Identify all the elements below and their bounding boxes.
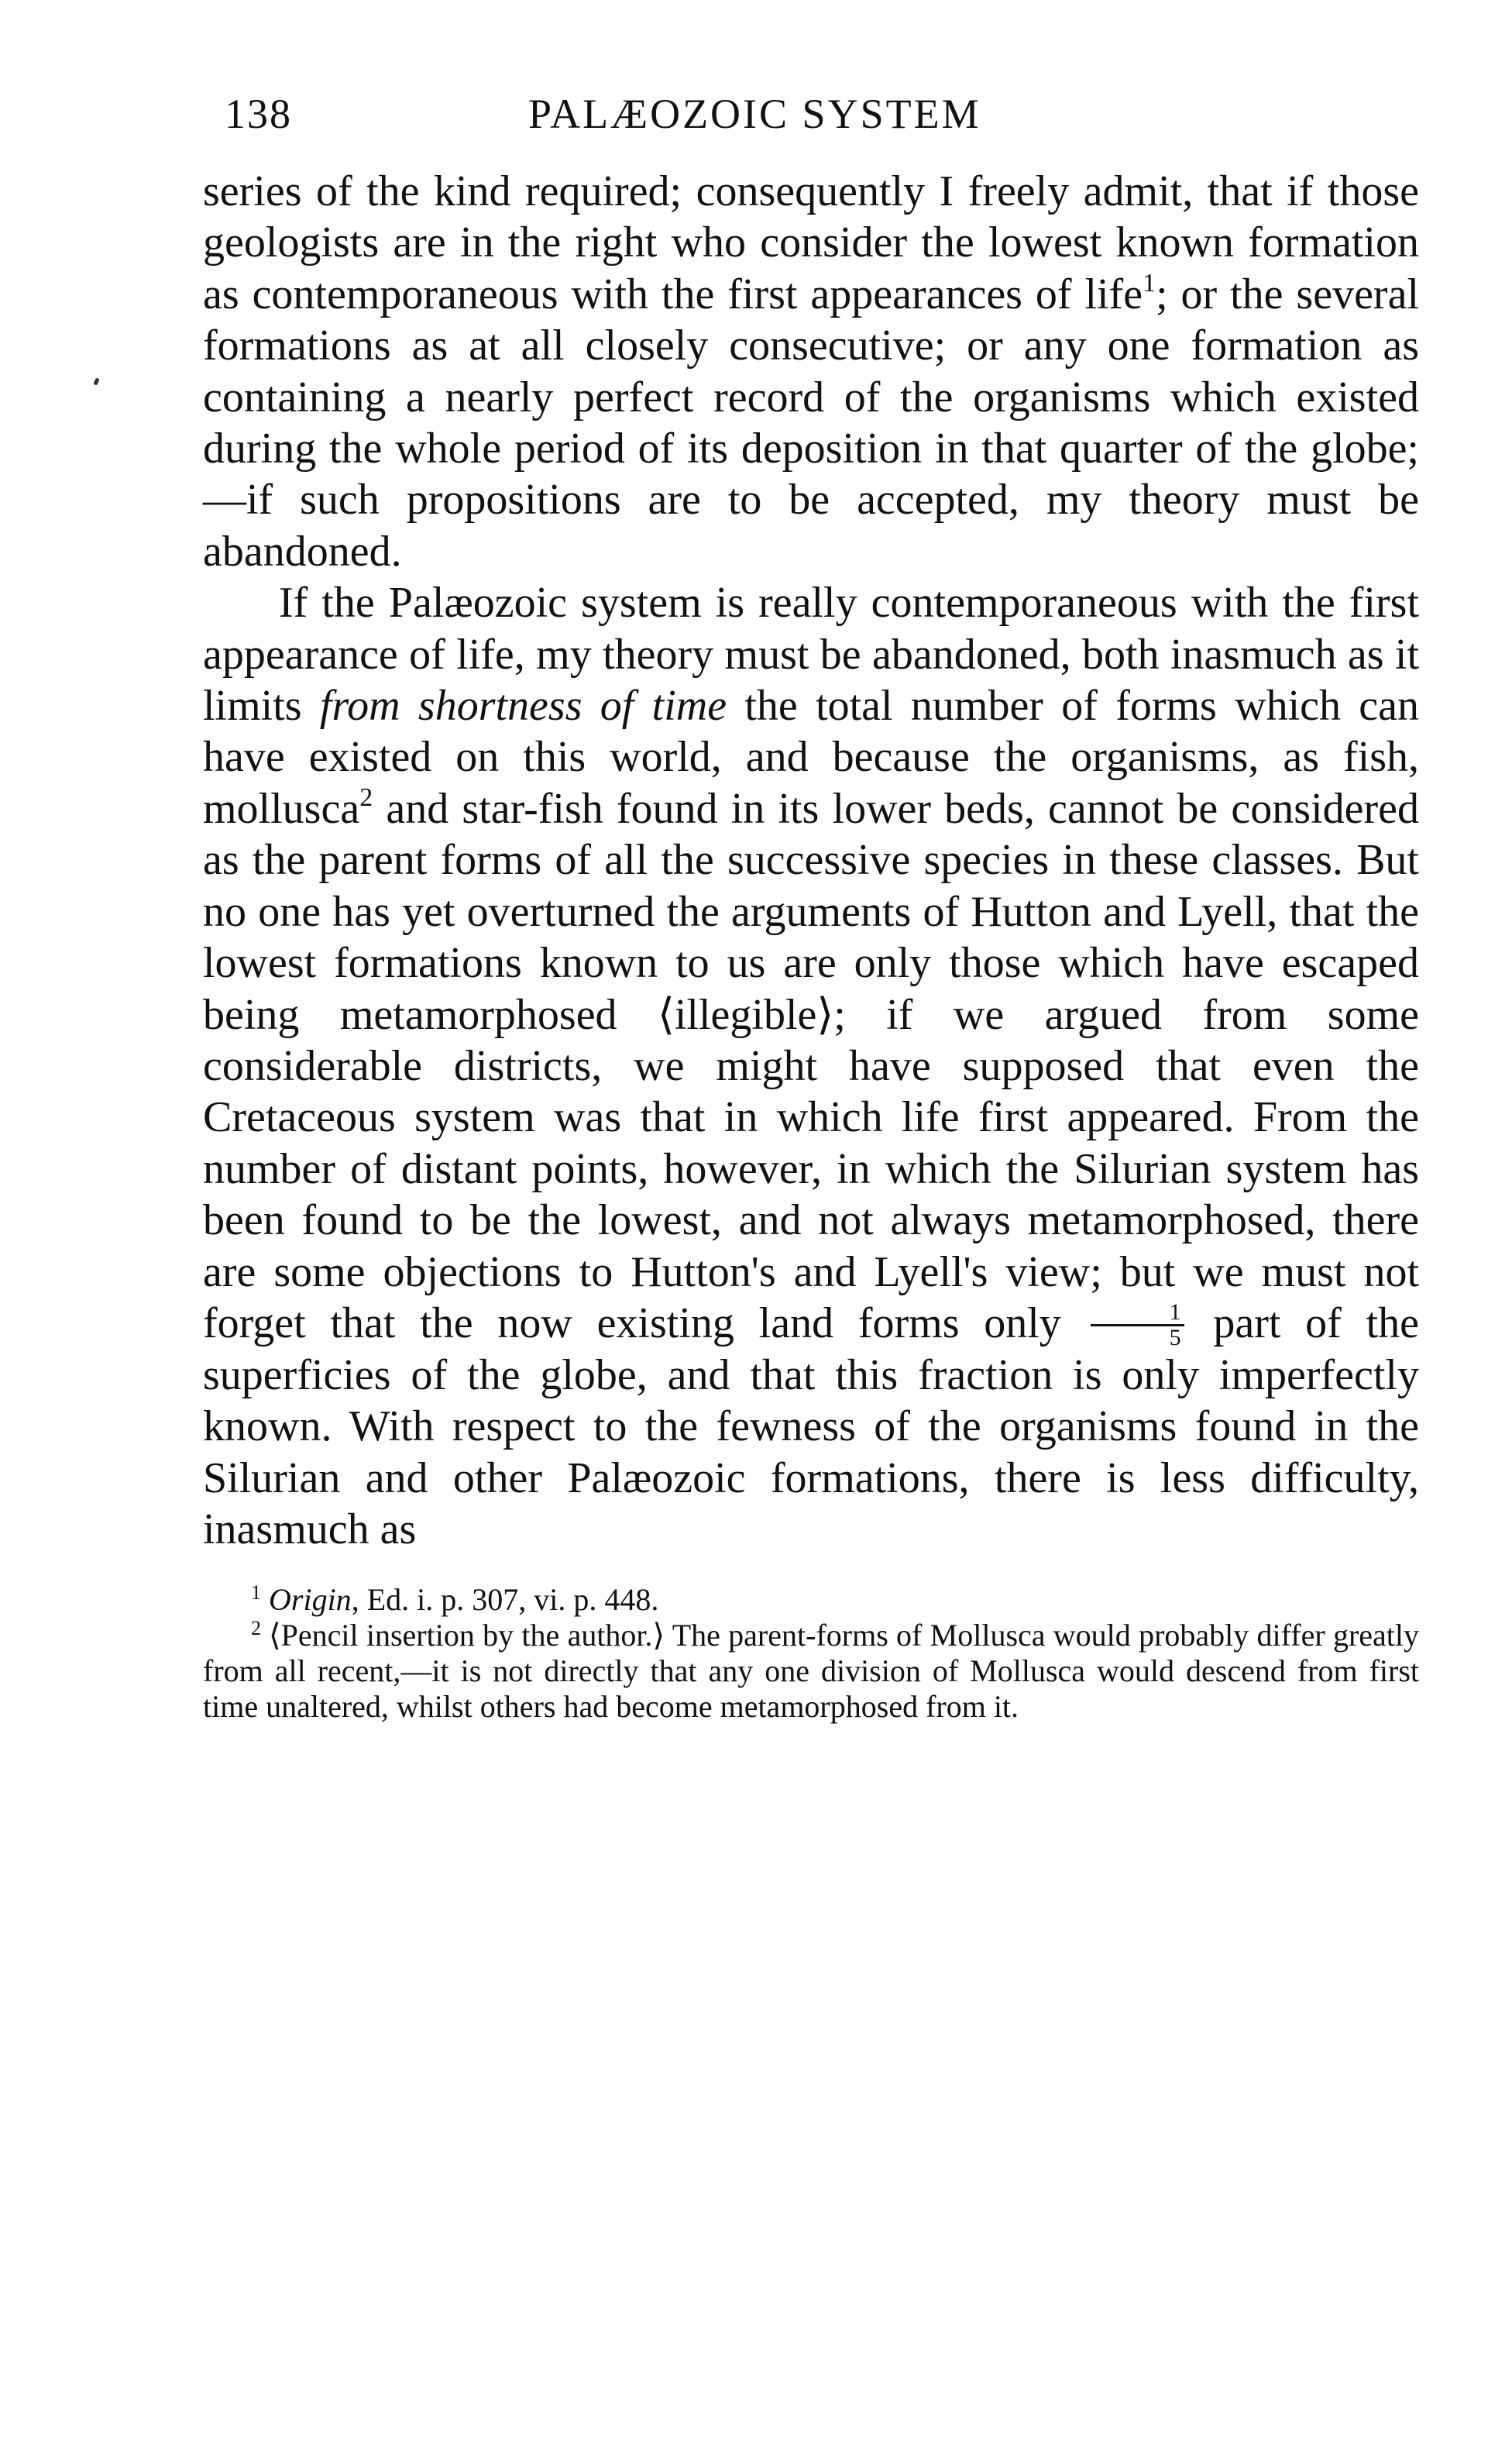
footnote-2 [203,1618,1419,1725]
paragraph-2 [203,577,1419,1555]
fraction-one-fifth [1091,1301,1184,1350]
paragraph-1-text-b: ; or the several formations as at all closely consecutive; or any one formation as containing a nearly perfect record of the organisms which existed during the whole period of its deposition in that quarter of the globe;—if such propositions are to be accepted, my theory must be abandoned. [203,270,1419,576]
paragraph-2-italic: from shortness of time [319,682,727,731]
paragraph-2-text-b: the total number of forms which can have existed on this world, and because the organisms, as fish, mollusca [203,682,1420,833]
page-number: 138 [225,91,292,137]
footnote-1-text: , Ed. i. p. 307, vi. p. 448. [351,1581,659,1617]
footnote-1 [203,1582,1419,1618]
footnote-2-mark: 2 [251,1616,261,1639]
paragraph-1 [203,166,1419,577]
book-page [203,85,1419,1725]
fraction-numerator: 1 [1091,1301,1184,1326]
footnote-ref-2: 2 [359,783,373,812]
paragraph-2-text-d: part of the superficies of the globe, and that this fraction is only imperfectly known. With respect to the fewness of the organisms found in the Silurian and other Palæozoic formations, there is less difficulty, inasmuch as [203,1299,1419,1554]
footnote-1-italic: Origin [269,1581,352,1617]
paragraph-2-text-a: If the Palæozoic system is really contemporaneous with the first appearance of life, my theory must be abandoned, both inasmuch as it limits [203,579,1419,731]
running-title: PALÆOZOIC SYSTEM [528,91,981,137]
footnote-1-mark: 1 [251,1581,261,1604]
paragraph-1-text-a: series of the kind required; consequently I freely admit, that if those geologists are in the right who consider the lowest known formation as contemporaneous with the first appearances of life [203,167,1419,318]
fraction-denominator: 5 [1169,1324,1181,1350]
footnotes [203,1582,1419,1725]
running-head [203,85,1419,147]
margin-mark [93,377,99,385]
footnote-ref-1: 1 [1143,268,1156,298]
body-text [203,166,1419,1556]
paragraph-2-text-c: and star-fish found in its lower beds, cannot be considered as the parent forms of all the successive species in these classes. But no one has yet overturned the arguments of Hutton and Lyell, that the lowest formations known to us are only those which have escaped being metamorphosed ⟨illegible⟩; if we argued from some considerable districts, we might have supposed that even the Cretaceous system was that in which life first appeared. From the number of distant points, however, in which the Silurian system has been found to be the lowest, and not always metamorphosed, there are some objections to Hutton's and Lyell's view; but we must not forget that the now existing land forms only [203,784,1419,1347]
footnote-2-text: ⟨Pencil insertion by the author.⟩ The parent-forms of Mollusca would probably differ greatly from all recent,—it is not directly that any one division of Mollusca would descend from first time unaltered, whilst others had become metamorphosed from it. [203,1617,1419,1724]
